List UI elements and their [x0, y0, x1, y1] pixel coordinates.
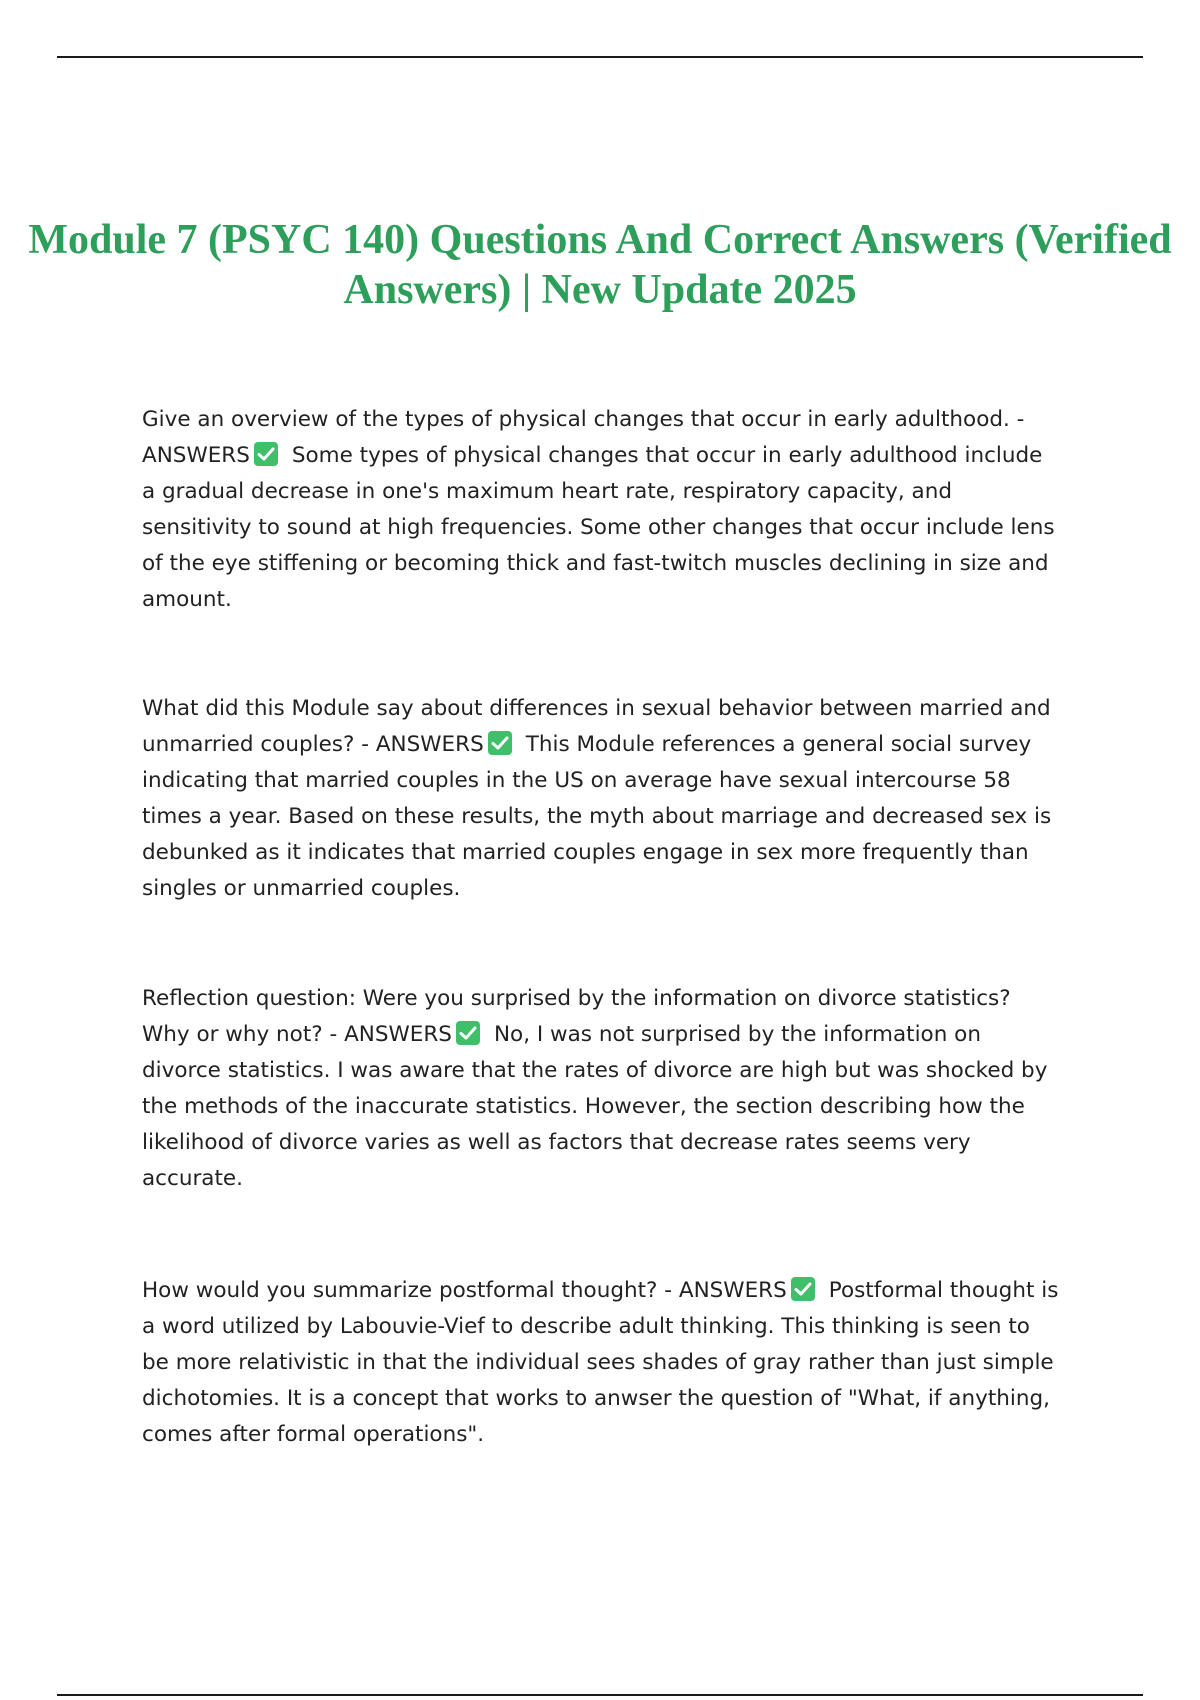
answer-text: Postformal thought is a word utilized by Labouvie-Vief to describe adult thinking. This thinking is seen to be more relativistic in that the individual sees shades of gray rather than just simple dichotomies. It is a concept that works to anwser the question of "What, if anything, comes after formal operations". [142, 1278, 1059, 1447]
top-divider [57, 56, 1143, 58]
answer-text: Some types of physical changes that occur in early adulthood include a gradual decrease in one's maximum heart rate, respiratory capacity, and sensitivity to sound at high frequencies. Some other changes that occur include lens of the eye stiffening or becoming thick and fast-twitch muscles declining in size and amount. [142, 443, 1055, 612]
question-text: Reflection question: Were you surprised by the information on divorce statistics? Why or why not? - ANSWERS [142, 986, 1011, 1047]
qa-item [142, 981, 1062, 1197]
check-mark-icon [791, 1277, 815, 1301]
document-title: Module 7 (PSYC 140) Questions And Correct Answers (Verified Answers) | New Update 2025 [28, 217, 1172, 313]
check-mark-icon [456, 1021, 480, 1045]
answer-text: This Module references a general social survey indicating that married couples in the US on average have sexual intercourse 58 times a year. Based on these results, the myth about marriage and decreased sex is debunked as it indicates that married couples engage in sex more frequently than singles or unmarried couples. [142, 732, 1052, 901]
qa-item [142, 402, 1062, 618]
question-text: What did this Module say about differences in sexual behavior between married and unmarried couples? - ANSWERS [142, 696, 1051, 757]
qa-item [142, 1273, 1062, 1453]
check-mark-icon [488, 731, 512, 755]
qa-item [142, 691, 1062, 907]
question-text: How would you summarize postformal thought? - ANSWERS [142, 1278, 787, 1303]
bottom-divider [57, 1694, 1143, 1696]
question-text: Give an overview of the types of physical changes that occur in early adulthood. - ANSWERS [142, 407, 1025, 468]
check-mark-icon [254, 442, 278, 466]
answer-text: No, I was not surprised by the information on divorce statistics. I was aware that the rates of divorce are high but was shocked by the methods of the inaccurate statistics. However, the section describing how the likelihood of divorce varies as well as factors that decrease rates seems very accurate. [142, 1022, 1048, 1191]
